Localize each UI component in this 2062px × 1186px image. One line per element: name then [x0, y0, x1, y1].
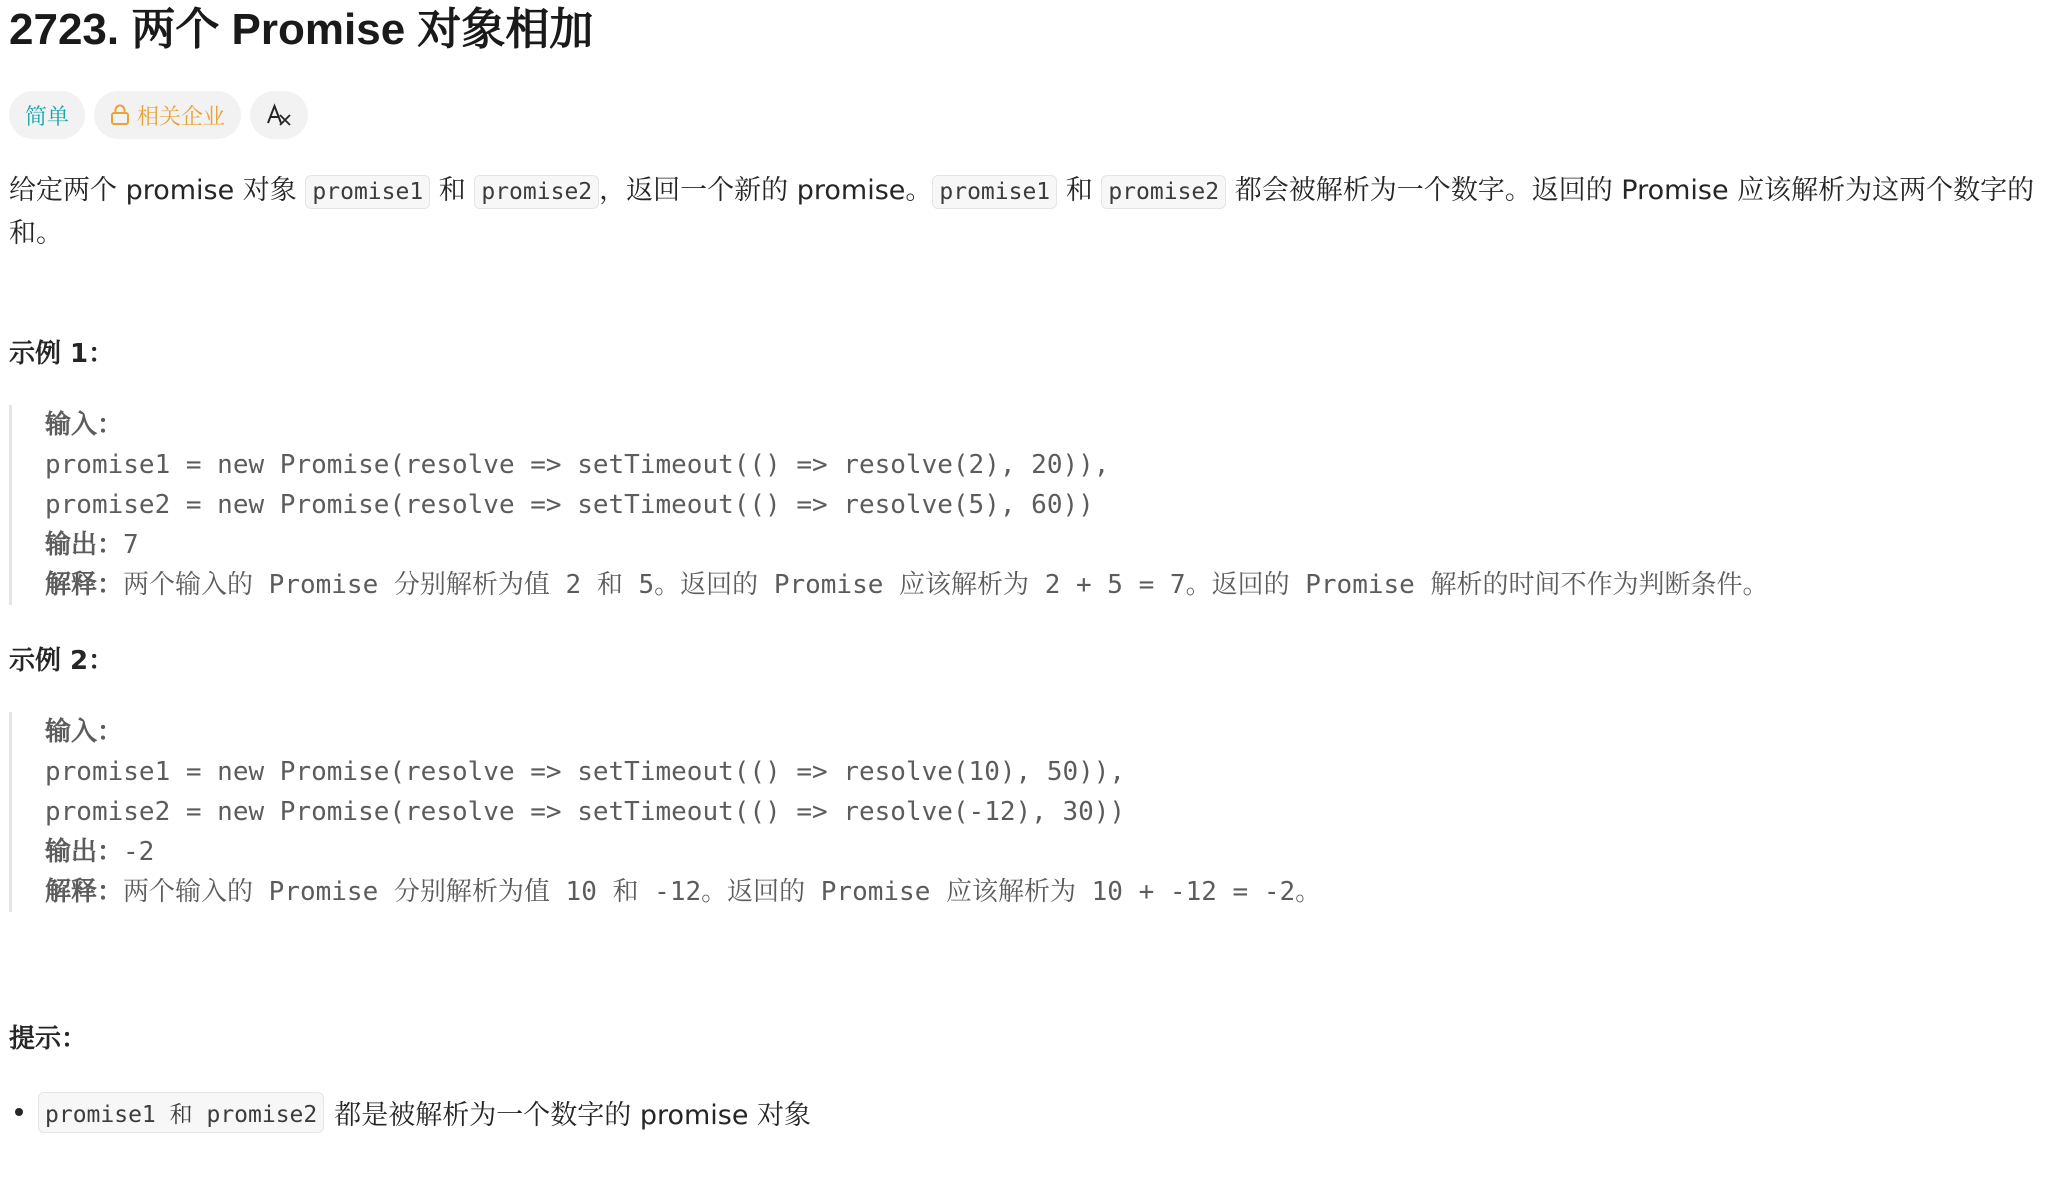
hints-list: [9, 1090, 811, 1134]
explanation-label: 解释：: [45, 570, 124, 600]
problem-description: [9, 170, 2049, 255]
inline-code: promise2: [474, 175, 599, 209]
problem-description-panel: [9, 0, 2049, 1131]
example-1-heading: 示例 1：: [9, 339, 115, 369]
inline-code: promise1 和 promise2: [38, 1092, 324, 1133]
description-text: 和: [430, 175, 475, 206]
hint-text: 都是被解析为一个数字的 promise 对象: [334, 1099, 812, 1131]
input-label: 输入：: [45, 717, 124, 747]
example-output-line: [45, 832, 2045, 872]
example-2-block: [9, 712, 2045, 912]
example-explanation-line: [45, 565, 2045, 605]
example-input-line: promise1 = new Promise(resolve => setTimeout(() => resolve(2), 20)),: [45, 450, 1110, 480]
output-value: 7: [123, 530, 139, 560]
lock-icon: [110, 104, 130, 126]
output-label: 输出：: [45, 530, 124, 560]
inline-code: promise2: [1101, 175, 1226, 209]
explanation-label: 解释：: [45, 877, 124, 907]
example-output-line: [45, 525, 2045, 565]
description-text: 都会被解析为一个数字。返回的 Promise 应该解析为这两个数字的和。: [9, 175, 2035, 249]
translate-button[interactable]: [250, 91, 308, 139]
description-text: 给定两个 promise 对象: [9, 175, 306, 206]
output-label: 输出：: [45, 837, 124, 867]
difficulty-tag[interactable]: 简单: [9, 91, 85, 139]
tag-row: [9, 91, 308, 139]
example-input-label-line: [45, 405, 2045, 445]
related-companies-tag[interactable]: [94, 91, 241, 139]
example-input-line: promise1 = new Promise(resolve => setTimeout(() => resolve(10), 50)),: [45, 757, 1126, 787]
problem-title: 2723. 两个 Promise 对象相加: [9, 5, 594, 54]
description-text: 和: [1057, 175, 1102, 206]
translate-icon: [266, 103, 292, 127]
example-input-line: promise2 = new Promise(resolve => setTimeout(() => resolve(5), 60)): [45, 490, 1094, 520]
list-item: [9, 1090, 811, 1134]
inline-code: promise1: [305, 175, 430, 209]
explanation-text: 两个输入的 Promise 分别解析为值 10 和 -12。返回的 Promise 应该解析为 10 + -12 = -2。: [123, 877, 1322, 907]
example-2-heading: 示例 2：: [9, 646, 115, 676]
input-label: 输入：: [45, 410, 124, 440]
explanation-text: 两个输入的 Promise 分别解析为值 2 和 5。返回的 Promise 应该解析为 2 + 5 = 7。返回的 Promise 解析的时间不作为判断条件。: [123, 570, 1769, 600]
description-text: ，返回一个新的 promise。: [599, 175, 933, 206]
inline-code: promise1: [932, 175, 1057, 209]
output-value: -2: [123, 837, 155, 867]
example-1-block: [9, 405, 2045, 605]
bullet-icon: [15, 1108, 23, 1116]
example-input-line: promise2 = new Promise(resolve => setTimeout(() => resolve(-12), 30)): [45, 797, 1126, 827]
related-companies-label: 相关企业: [137, 104, 226, 130]
example-input-label-line: [45, 712, 2045, 752]
example-explanation-line: [45, 872, 2045, 912]
hints-heading: 提示：: [9, 1024, 88, 1054]
